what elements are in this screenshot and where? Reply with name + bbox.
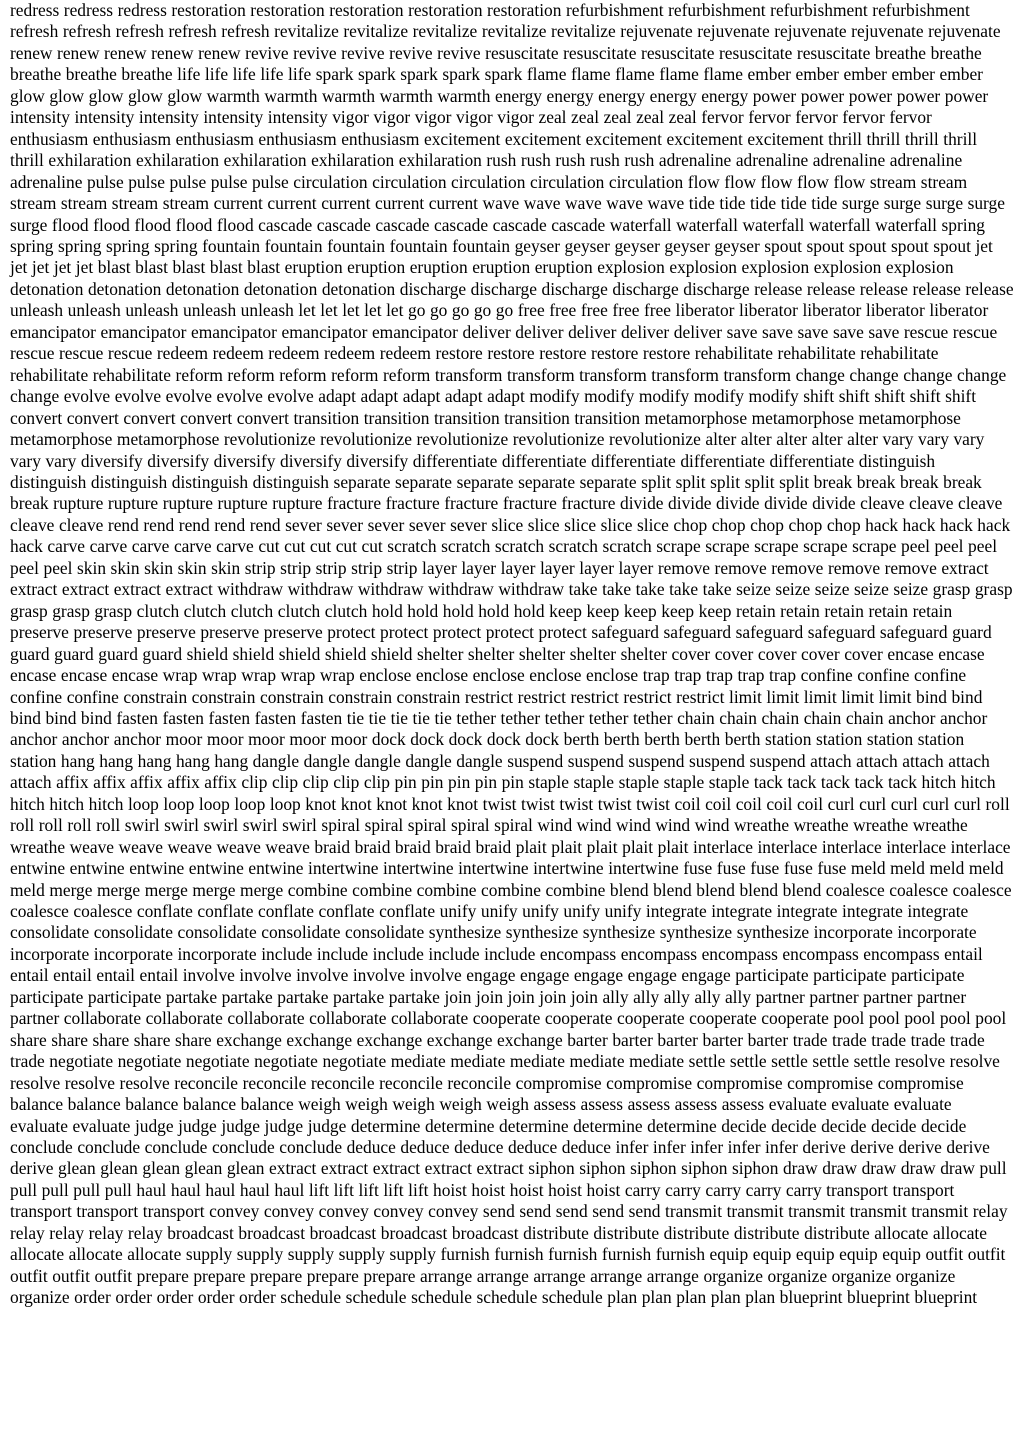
body-text: redress redress redress restoration restoration restoration restoration restoration refurbishment refurbishment refurbishment refurbishment refresh refresh refresh refresh refresh revitalize revitalize revitalize revitalize revitalize rejuvenate rejuvenate rejuvenate rejuvenate rejuvenate renew renew renew renew renew revive revive revive revive revive resuscitate resuscitate resuscitate resuscitate resuscitate breathe breathe breathe breathe breathe life life life life life spark spark spark spark spark flame flame flame flame flame ember ember ember ember ember glow glow glow glow glow warmth warmth warmth warmth warmth energy energy energy energy energy power power power power power intensity intensity intensity intensity intensity vigor vigor vigor vigor vigor zeal zeal zeal zeal zeal fervor fervor fervor fervor fervor enthusiasm enthusiasm enthusiasm enthusiasm enthusiasm excitement excitement excitement excitement excitement thrill thrill thrill thrill thrill exhilaration exhilaration exhilaration exhilaration exhilaration rush rush rush rush rush adrenaline adrenaline adrenaline adrenaline adrenaline pulse pulse pulse pulse pulse circulation circulation circulation circulation circulation flow flow flow flow flow stream stream stream stream stream stream current current current current current wave wave wave wave wave tide tide tide tide tide surge surge surge surge surge flood flood flood flood flood cascade cascade cascade cascade cascade cascade waterfall waterfall waterfall waterfall waterfall spring spring spring spring spring fountain fountain fountain fountain fountain geyser geyser geyser geyser geyser spout spout spout spout spout jet jet jet jet jet blast blast blast blast blast eruption eruption eruption eruption eruption explosion explosion explosion explosion explosion detonation detonation detonation detonation detonation discharge discharge discharge discharge discharge release release release release release unleash unleash unleash unleash unleash let let let let let go go go go go free free free free free liberator liberator liberator liberator liberator emancipator emancipator emancipator emancipator emancipator deliver deliver deliver deliver deliver save save save save save rescue rescue rescue rescue rescue redeem redeem redeem redeem redeem restore restore restore restore restore rehabilitate rehabilitate rehabilitate rehabilitate rehabilitate reform reform reform reform reform transform transform transform transform transform change change change change change evolve evolve evolve evolve evolve adapt adapt adapt adapt adapt modify modify modify modify modify shift shift shift shift shift convert convert convert convert convert transition transition transition transition transition metamorphose metamorphose metamorphose metamorphose metamorphose revolutionize revolutionize revolutionize revolutionize revolutionize alter alter alter alter alter vary vary vary vary vary diversify diversify diversify diversify diversify differentiate differentiate differentiate differentiate differentiate distinguish distinguish distinguish distinguish distinguish separate separate separate separate separate split split split split split break break break break break rupture rupture rupture rupture rupture fracture fracture fracture fracture fracture divide divide divide divide divide cleave cleave cleave cleave cleave rend rend rend rend rend sever sever sever sever sever slice slice slice slice slice chop chop chop chop chop hack hack hack hack hack carve carve carve carve carve cut cut cut cut cut scratch scratch scratch scratch scratch scrape scrape scrape scrape scrape peel peel peel peel peel skin skin skin skin skin strip strip strip strip strip layer layer layer layer layer layer remove remove remove remove remove extract extract extract extract extract withdraw withdraw withdraw withdraw withdraw take take take take take seize seize seize seize seize grasp grasp grasp grasp grasp clutch clutch clutch clutch clutch hold hold hold hold hold keep keep keep keep keep retain retain retain retain retain preserve preserve preserve preserve preserve protect protect protect protect protect safeguard safeguard safeguard safeguard safeguard guard guard guard guard guard shield shield shield shield shield shelter shelter shelter shelter shelter cover cover cover cover cover encase encase encase encase encase wrap wrap wrap wrap wrap enclose enclose enclose enclose enclose trap trap trap trap trap confine confine confine confine confine constrain constrain constrain constrain constrain restrict restrict restrict restrict restrict limit limit limit limit limit bind bind bind bind bind fasten fasten fasten fasten fasten tie tie tie tie tie tether tether tether tether tether chain chain chain chain chain anchor anchor anchor anchor anchor moor moor moor moor moor dock dock dock dock dock berth berth berth berth berth station station station station station hang hang hang hang hang dangle dangle dangle dangle dangle suspend suspend suspend suspend suspend attach attach attach attach attach affix affix affix affix affix clip clip clip clip clip pin pin pin pin pin staple staple staple staple staple tack tack tack tack tack hitch hitch hitch hitch hitch loop loop loop loop loop knot knot knot knot knot twist twist twist twist twist coil coil coil coil coil curl curl curl curl curl roll roll roll roll roll swirl swirl swirl swirl swirl spiral spiral spiral spiral spiral wind wind wind wind wind wreathe wreathe wreathe wreathe wreathe weave weave weave weave weave braid braid braid braid braid plait plait plait plait plait interlace interlace interlace interlace interlace entwine entwine entwine entwine entwine intertwine intertwine intertwine intertwine intertwine fuse fuse fuse fuse fuse meld meld meld meld meld merge merge merge merge merge combine combine combine combine combine blend blend blend blend blend coalesce coalesce coalesce coalesce coalesce conflate conflate conflate conflate conflate unify unify unify unify unify integrate integrate integrate integrate integrate consolidate consolidate consolidate consolidate consolidate synthesize synthesize synthesize synthesize synthesize incorporate incorporate incorporate incorporate incorporate include include include include include encompass encompass encompass encompass encompass entail entail entail entail entail involve involve involve involve involve engage engage engage engage engage participate participate participate participate participate partake partake partake partake partake join join join join join ally ally ally ally ally partner partner partner partner partner collaborate collaborate collaborate collaborate collaborate cooperate cooperate cooperate cooperate cooperate pool pool pool pool pool share share share share share exchange exchange exchange exchange exchange barter barter barter barter barter trade trade trade trade trade trade negotiate negotiate negotiate negotiate negotiate mediate mediate mediate mediate mediate settle settle settle settle settle resolve resolve resolve resolve resolve reconcile reconcile reconcile reconcile reconcile compromise compromise compromise compromise compromise balance balance balance balance balance weigh weigh weigh weigh weigh assess assess assess assess assess evaluate evaluate evaluate evaluate evaluate judge judge judge judge judge determine determine determine determine determine decide decide decide decide decide conclude conclude conclude conclude conclude deduce deduce deduce deduce deduce infer infer infer infer infer derive derive derive derive derive glean glean glean glean glean extract extract extract extract extract siphon siphon siphon siphon siphon draw draw draw draw draw pull pull pull pull pull haul haul haul haul haul lift lift lift lift lift hoist hoist hoist hoist hoist carry carry carry carry carry transport transport transport transport transport convey convey convey convey convey send send send send send transmit transmit transmit transmit transmit relay relay relay relay relay broadcast broadcast broadcast broadcast broadcast distribute distribute distribute distribute distribute allocate allocate allocate allocate allocate supply supply supply supply supply furnish furnish furnish furnish furnish equip equip equip equip equip outfit outfit outfit outfit outfit prepare prepare prepare prepare prepare arrange arrange arrange arrange arrange organize organize organize organize organize order order order order order schedule schedule schedule schedule schedule plan plan plan plan plan blueprint blueprint blueprint	[10, 0, 1014, 1308]
